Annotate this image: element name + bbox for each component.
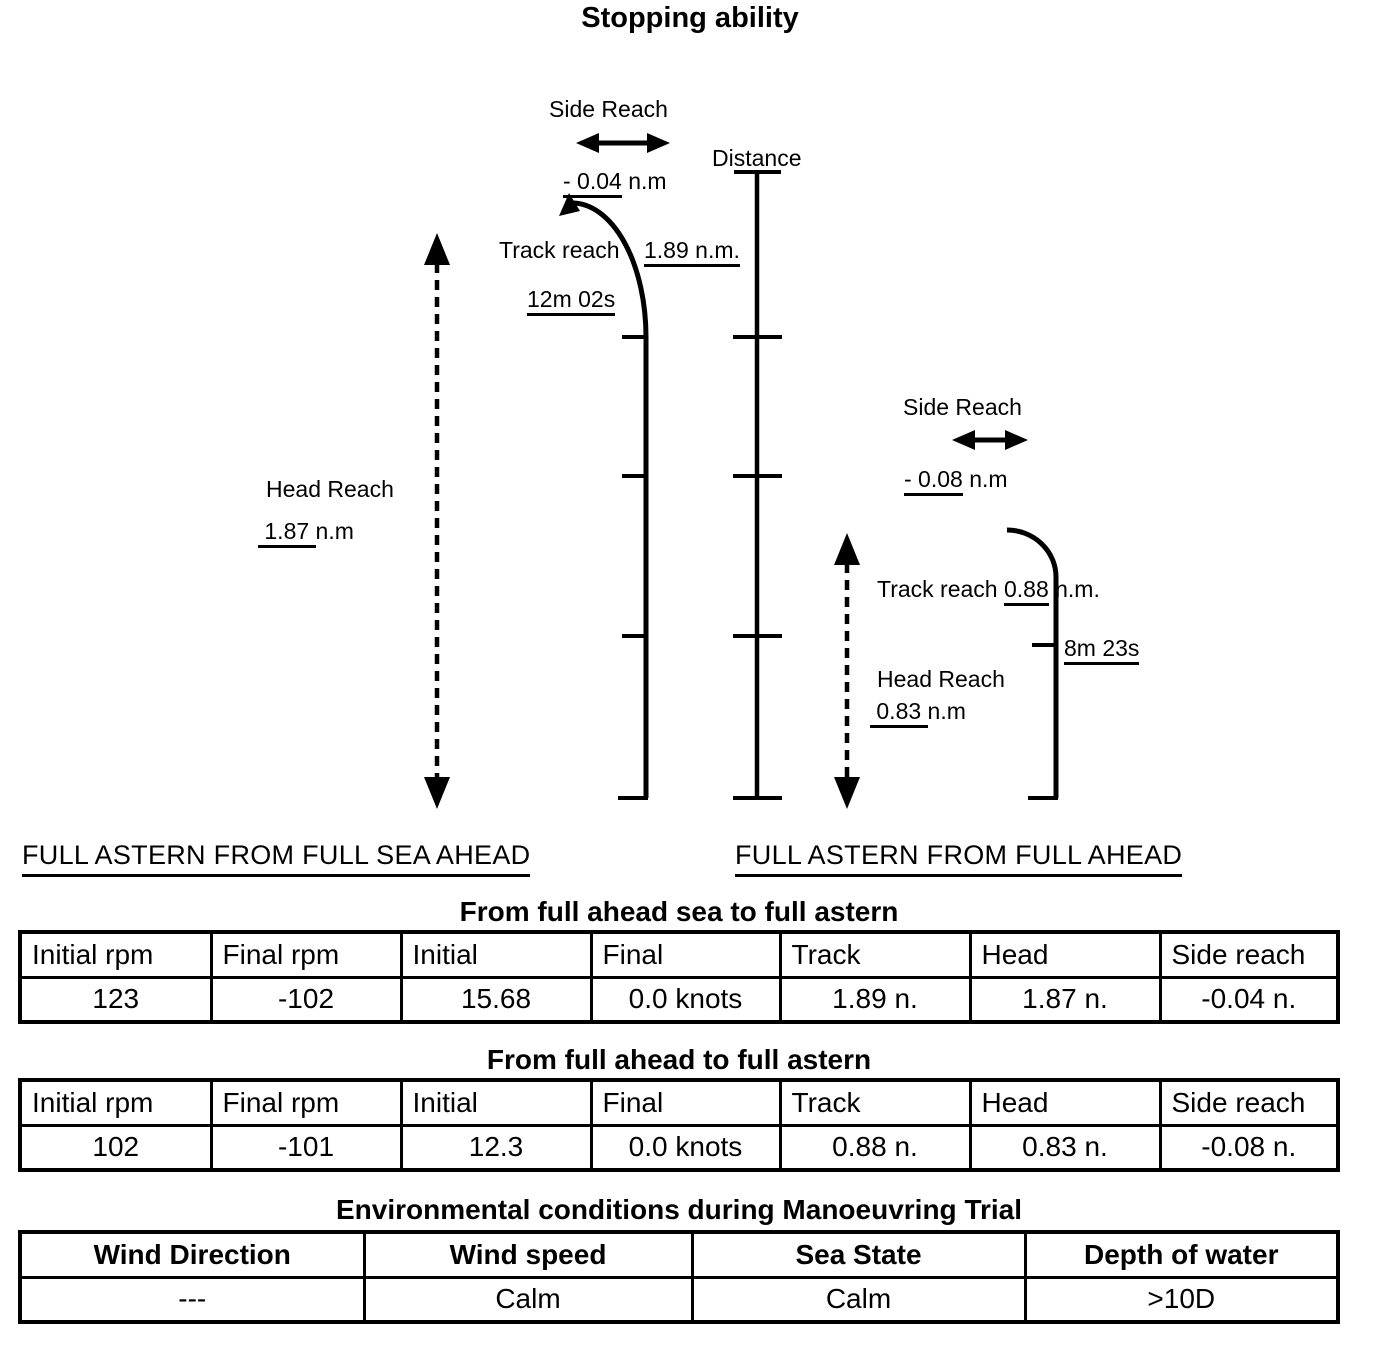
table2-value-cell: 0.0 knots <box>591 1125 780 1170</box>
env-header-cell: Wind Direction <box>20 1232 364 1277</box>
page-title: Stopping ability <box>581 2 799 34</box>
table1-value-cell: 1.87 n. <box>970 977 1160 1022</box>
left-side-reach-arrow <box>576 133 670 153</box>
env-header-cell: Depth of water <box>1025 1232 1338 1277</box>
table1-value-cell: -0.04 n. <box>1160 977 1338 1022</box>
table2-value-cell: -0.08 n. <box>1160 1125 1338 1170</box>
left-side-reach-value: - 0.04 n.m <box>563 168 667 194</box>
env-value-row <box>20 1277 1338 1322</box>
right-diagram-caption: FULL ASTERN FROM FULL AHEAD <box>735 840 1182 877</box>
table2-value-cell: 12.3 <box>401 1125 591 1170</box>
table1-header-cell: Head <box>970 932 1160 977</box>
table2-header-cell: Final <box>591 1080 780 1125</box>
table2-header-cell: Side reach <box>1160 1080 1338 1125</box>
env-value-cell: --- <box>20 1277 364 1322</box>
env-value-cell: Calm <box>364 1277 692 1322</box>
distance-ruler <box>733 172 782 798</box>
left-side-reach-label: Side Reach <box>549 96 668 122</box>
table2-header-row <box>20 1080 1338 1125</box>
right-head-reach-value: 0.83 n.m <box>870 698 966 724</box>
left-diagram-caption: FULL ASTERN FROM FULL SEA AHEAD <box>22 840 530 877</box>
table2-value-cell: 102 <box>20 1125 211 1170</box>
table2-header-cell: Final rpm <box>211 1080 401 1125</box>
table1-header-cell: Final <box>591 932 780 977</box>
table1-value-cell: 1.89 n. <box>780 977 970 1022</box>
env-header-cell: Wind speed <box>364 1232 692 1277</box>
table1-header-cell: Final rpm <box>211 932 401 977</box>
table2-header-cell: Head <box>970 1080 1160 1125</box>
right-track-reach-label: Track reach 0.88 n.m. <box>877 576 1100 602</box>
table2-value-row <box>20 1125 1338 1170</box>
env-value-cell: >10D <box>1025 1277 1338 1322</box>
table-full-ahead-sea-to-astern <box>18 930 1340 1024</box>
env-value-cell: Calm <box>692 1277 1025 1322</box>
table2-value-cell: 0.83 n. <box>970 1125 1160 1170</box>
table2-header-cell: Initial rpm <box>20 1080 211 1125</box>
table2-header-cell: Track <box>780 1080 970 1125</box>
left-head-reach-label: Head Reach <box>266 476 394 502</box>
distance-label: Distance <box>712 145 802 171</box>
left-head-reach-arrow <box>424 233 450 809</box>
table1-value-row <box>20 977 1338 1022</box>
table2-header-cell: Initial <box>401 1080 591 1125</box>
table2-value-cell: 0.88 n. <box>780 1125 970 1170</box>
environment-table-caption: Environmental conditions during Manoeuvring Trial <box>335 1194 1023 1225</box>
table-environmental-conditions <box>18 1230 1340 1324</box>
table2-value-cell: -101 <box>211 1125 401 1170</box>
right-side-reach-value: - 0.08 n.m <box>904 466 1008 492</box>
left-stop-time: 12m 02s <box>527 286 615 312</box>
right-head-reach-arrow <box>834 533 860 809</box>
env-header-cell: Sea State <box>692 1232 1025 1277</box>
left-track-reach-value: 1.89 n.m. <box>644 237 740 263</box>
right-side-reach-arrow <box>952 430 1028 450</box>
right-head-reach-label: Head Reach <box>877 666 1005 692</box>
table1-value-cell: -102 <box>211 977 401 1022</box>
left-head-reach-value: 1.87 n.m <box>258 518 354 544</box>
right-track-path <box>1007 530 1058 798</box>
table1-header-cell: Track <box>780 932 970 977</box>
left-track-reach-label: Track reach <box>499 237 620 263</box>
table-full-ahead-to-astern <box>18 1078 1340 1172</box>
left-track-path <box>559 193 648 798</box>
table1-header-row <box>20 932 1338 977</box>
env-header-row <box>20 1232 1338 1277</box>
table1-header-cell: Side reach <box>1160 932 1338 977</box>
table1-header-cell: Initial rpm <box>20 932 211 977</box>
right-side-reach-label: Side Reach <box>903 394 1022 420</box>
table1-value-cell: 15.68 <box>401 977 591 1022</box>
right-stop-time: 8m 23s <box>1064 635 1139 661</box>
table1-value-cell: 123 <box>20 977 211 1022</box>
table1-value-cell: 0.0 knots <box>591 977 780 1022</box>
table2-caption: From full ahead to full astern <box>486 1044 872 1075</box>
table1-header-cell: Initial <box>401 932 591 977</box>
table1-caption: From full ahead sea to full astern <box>459 896 899 927</box>
